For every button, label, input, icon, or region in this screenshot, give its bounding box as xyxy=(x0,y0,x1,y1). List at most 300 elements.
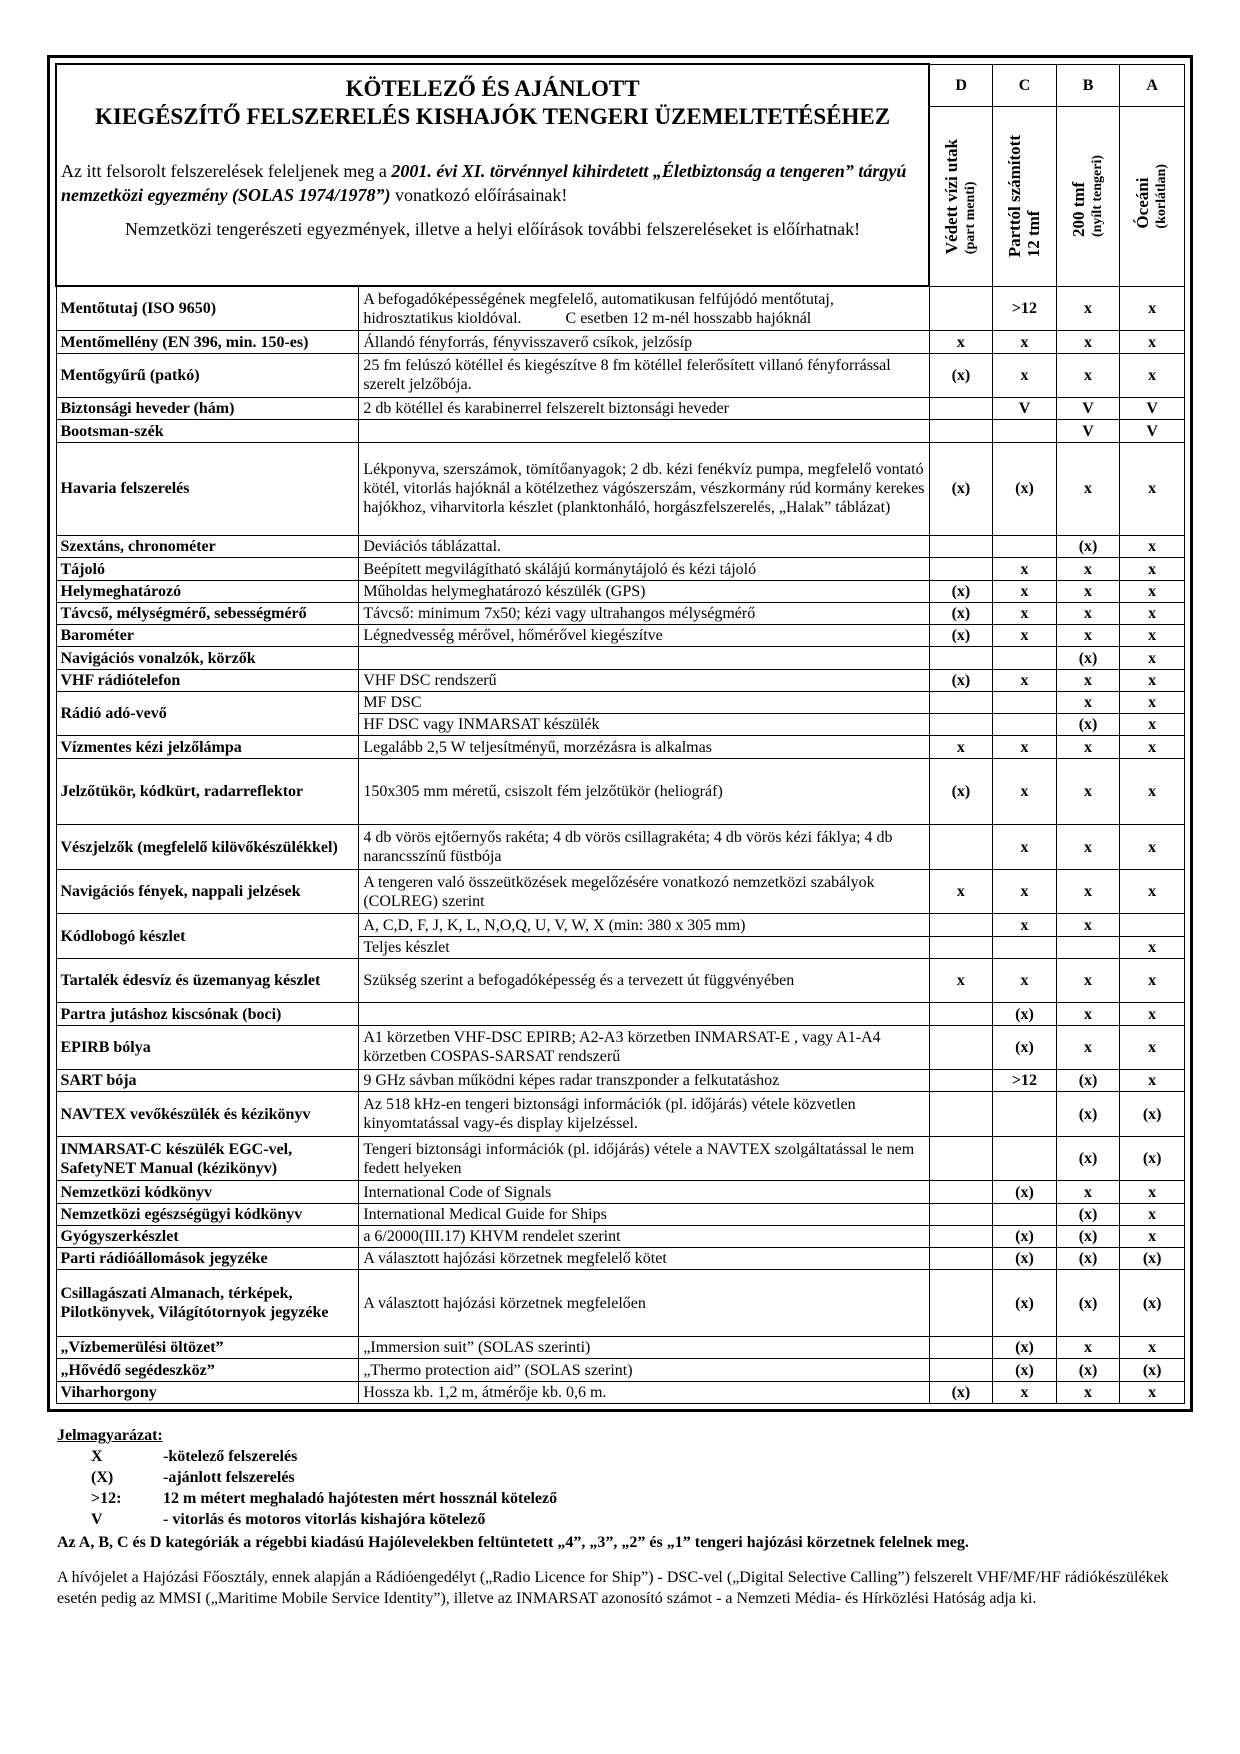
category-code-a: A xyxy=(1120,64,1185,106)
equipment-name: Nemzetközi egészségügyi kódkönyv xyxy=(56,1203,359,1225)
equipment-name: Navigációs vonalzók, körzők xyxy=(56,647,359,669)
equipment-description xyxy=(359,536,929,558)
description-text: Műholdas helymeghatározó készülék (GPS) xyxy=(363,582,646,600)
table-row xyxy=(56,625,1185,647)
requirement-c: (x) xyxy=(993,1025,1057,1070)
equipment-description xyxy=(359,758,929,825)
category-label-d-sub: (part menti) xyxy=(963,181,979,254)
description-note: C esetben 12 m-nél hosszabb hajóknál xyxy=(565,309,812,327)
table-row xyxy=(56,1248,1185,1270)
requirement-a: (x) xyxy=(1120,1270,1185,1337)
table-row xyxy=(56,442,1185,535)
header-block xyxy=(56,64,929,286)
requirement-b: x xyxy=(1056,1025,1120,1070)
requirement-d xyxy=(929,1136,993,1181)
requirement-c: V xyxy=(993,398,1057,420)
category-code-b: B xyxy=(1056,64,1120,106)
requirement-c: x xyxy=(993,869,1057,914)
requirement-b: x xyxy=(1056,1337,1120,1359)
requirement-d xyxy=(929,1359,993,1381)
table-row xyxy=(56,1203,1185,1225)
description-text: A1 körzetben VHF-DSC EPIRB; A2-A3 körzetben INMARSAT-E , vagy A1-A4 körzetben COSPAS-SARSAT rendszerű xyxy=(363,1029,881,1066)
legend-text: - vitorlás és motoros vitorlás kishajóra kötelező xyxy=(163,1511,486,1528)
equipment-name: Vészjelzők (megfelelő kilövőkészülékkel) xyxy=(56,825,359,870)
equipment-name: Parti rádióállomások jegyzéke xyxy=(56,1248,359,1270)
table-row xyxy=(56,669,1185,691)
equipment-name: Jelzőtükör, kódkürt, radarreflektor xyxy=(56,758,359,825)
requirement-a: x xyxy=(1120,1003,1185,1025)
description-text: A befogadóképességének megfelelő, automatikusan felfújódó mentőtutaj, hidrosztatikus kioldóval. xyxy=(363,290,834,327)
equipment-description xyxy=(359,825,929,870)
requirement-c: (x) xyxy=(993,1337,1057,1359)
table-row xyxy=(56,398,1185,420)
legend xyxy=(57,1425,1197,1609)
requirement-d: (x) xyxy=(929,442,993,535)
requirement-b: (x) xyxy=(1056,714,1120,736)
requirement-c: x xyxy=(993,331,1057,353)
requirement-b: (x) xyxy=(1056,1203,1120,1225)
requirement-c: (x) xyxy=(993,1181,1057,1203)
table-row xyxy=(56,602,1185,624)
description-text: 150x305 mm méretű, csiszolt fém jelzőtükör (heliográf) xyxy=(363,783,723,801)
requirement-c: x xyxy=(993,1381,1057,1403)
category-label-c-sub: 12 tmf xyxy=(1024,210,1044,258)
requirement-a: x xyxy=(1120,353,1185,398)
equipment-name: Bootsman-szék xyxy=(56,420,359,442)
requirement-a: x xyxy=(1120,1025,1185,1070)
requirement-a: x xyxy=(1120,869,1185,914)
requirement-d xyxy=(929,286,993,331)
requirement-d: (x) xyxy=(929,353,993,398)
requirement-d: x xyxy=(929,869,993,914)
category-label-d-main: Védett vízi utak xyxy=(942,138,962,254)
legend-text: -ajánlott felszerelés xyxy=(163,1469,295,1486)
requirement-d xyxy=(929,691,993,713)
requirement-d xyxy=(929,1203,993,1225)
category-label-b xyxy=(1056,106,1120,286)
requirement-d xyxy=(929,1181,993,1203)
description-text: „Immersion suit” (SOLAS szerinti) xyxy=(363,1339,591,1357)
requirement-a: x xyxy=(1120,1070,1185,1092)
requirement-d: (x) xyxy=(929,758,993,825)
equipment-name: Nemzetközi kódkönyv xyxy=(56,1181,359,1203)
requirement-a: V xyxy=(1120,420,1185,442)
requirement-d: x xyxy=(929,331,993,353)
equipment-description xyxy=(359,1203,929,1225)
category-label-b-main: 200 tmf xyxy=(1069,182,1089,238)
requirement-a: x xyxy=(1120,602,1185,624)
requirement-a: x xyxy=(1120,1181,1185,1203)
description-text: „Thermo protection aid” (SOLAS szerint) xyxy=(363,1361,633,1379)
requirement-b: x xyxy=(1056,1381,1120,1403)
equipment-description xyxy=(359,286,929,331)
requirement-c xyxy=(993,1203,1057,1225)
equipment-description xyxy=(359,1225,929,1247)
equipment-description xyxy=(359,914,929,936)
equipment-name: Csillagászati Almanach, térképek, Pilotkönyvek, Világítótornyok jegyzéke xyxy=(56,1270,359,1337)
requirement-a: x xyxy=(1120,580,1185,602)
table-row xyxy=(56,914,1185,936)
category-label-a-sub: (korlátlan) xyxy=(1154,164,1170,229)
equipment-description xyxy=(359,669,929,691)
requirement-a: x xyxy=(1120,558,1185,580)
equipment-description xyxy=(359,1248,929,1270)
requirement-b: (x) xyxy=(1056,1070,1120,1092)
category-note: Az A, B, C és D kategóriák a régebbi kiadású Hajólevelekben feltüntetett „4”, „3”, „2” és „1” tengeri hajózási körzetnek felelnek meg. xyxy=(57,1534,969,1551)
requirement-b: x xyxy=(1056,353,1120,398)
equipment-description xyxy=(359,691,929,713)
equipment-description xyxy=(359,1337,929,1359)
table-row xyxy=(56,580,1185,602)
description-text: A választott hajózási körzetnek megfelelően xyxy=(363,1294,646,1312)
requirement-b xyxy=(1056,936,1120,958)
equipment-name: Havaria felszerelés xyxy=(56,442,359,535)
requirement-d xyxy=(929,1070,993,1092)
description-text: Deviációs táblázattal. xyxy=(363,538,502,556)
requirement-b: x xyxy=(1056,286,1120,331)
table-row xyxy=(56,286,1185,331)
requirement-b: (x) xyxy=(1056,647,1120,669)
equipment-description xyxy=(359,1181,929,1203)
legend-text: -kötelező felszerelés xyxy=(163,1448,298,1465)
equipment-description xyxy=(359,1070,929,1092)
description-text: A választott hajózási körzetnek megfelelő kötet xyxy=(363,1250,667,1268)
equipment-name: „Hővédő segédeszköz” xyxy=(56,1359,359,1381)
legend-title: Jelmagyarázat: xyxy=(57,1427,163,1444)
description-text: Tengeri biztonsági információk (pl. időjárás) vétele a NAVTEX szolgáltatással le nem fedett helyeken xyxy=(363,1140,915,1177)
equipment-name: Kódlobogó készlet xyxy=(56,914,359,959)
table-row xyxy=(56,1359,1185,1381)
requirement-c xyxy=(993,1092,1057,1137)
requirement-b: x xyxy=(1056,825,1120,870)
equipment-name: Navigációs fények, nappali jelzések xyxy=(56,869,359,914)
category-label-c-main: Parttól számított xyxy=(1005,135,1025,258)
table-row xyxy=(56,1181,1185,1203)
legend-item xyxy=(57,1509,1197,1530)
requirement-d: (x) xyxy=(929,580,993,602)
requirement-a: (x) xyxy=(1120,1136,1185,1181)
equipment-description xyxy=(359,1092,929,1137)
table-row xyxy=(56,420,1185,442)
requirement-a: x xyxy=(1120,936,1185,958)
equipment-name: Távcső, mélységmérő, sebességmérő xyxy=(56,602,359,624)
requirement-c xyxy=(993,936,1057,958)
requirement-b: x xyxy=(1056,602,1120,624)
title-line-1: KÖTELEZŐ ÉS AJÁNLOTT xyxy=(345,76,640,101)
requirement-c: x xyxy=(993,669,1057,691)
equipment-description xyxy=(359,1359,929,1381)
equipment-name: Mentőgyűrű (patkó) xyxy=(56,353,359,398)
requirement-d xyxy=(929,914,993,936)
table-row xyxy=(56,958,1185,1003)
equipment-table xyxy=(55,63,1185,1404)
footer-note: A hívójelet a Hajózási Főosztály, ennek alapján a Rádióengedélyt („Radio Licence for Ship”) - DSC-vel („Digital Selective Calling”) felszerelt VHF/MF/HF rádiókészülékek esetén pedig az MMSI („Maritime Mobile Service Identity”), illetve az INMARSAT azonosító számot - a Nemzeti Média- és Hírközlési Hatóság adja ki. xyxy=(57,1569,1169,1607)
requirement-a: x xyxy=(1120,536,1185,558)
description-text: Lékponyva, szerszámok, tömítőanyagok; 2 db. kézi fenékvíz pumpa, megfelelő vontató kötél, vitorlás hajóknál a kötélzethez vágószerszám, vészkormány rúd kormány kerekes hajókhoz, viharvitorla készlet (planktonháló, horgászfelszerelés, „Halak” táblázat) xyxy=(363,461,925,517)
requirement-b: x xyxy=(1056,669,1120,691)
equipment-description xyxy=(359,1270,929,1337)
requirement-b: (x) xyxy=(1056,1270,1120,1337)
requirement-d xyxy=(929,825,993,870)
equipment-description xyxy=(359,398,929,420)
description-text: Beépített megvilágítható skálájú kormánytájoló és kézi tájoló xyxy=(363,560,757,578)
requirement-d xyxy=(929,558,993,580)
requirement-b: x xyxy=(1056,580,1120,602)
equipment-name: Gyógyszerkészlet xyxy=(56,1225,359,1247)
requirement-b: (x) xyxy=(1056,1136,1120,1181)
requirement-c xyxy=(993,691,1057,713)
requirement-c: x xyxy=(993,825,1057,870)
requirement-c: x xyxy=(993,958,1057,1003)
requirement-b: x xyxy=(1056,958,1120,1003)
requirement-d xyxy=(929,1270,993,1337)
table-row xyxy=(56,1003,1185,1025)
table-row xyxy=(56,825,1185,870)
requirement-d: (x) xyxy=(929,602,993,624)
equipment-name: Rádió adó-vevő xyxy=(56,691,359,736)
description-text: 4 db vörös ejtőernyős rakéta; 4 db vörös csillagrakéta; 4 db vörös kézi fáklya; 4 db narancsszínű füstbója xyxy=(363,829,893,866)
requirement-a: (x) xyxy=(1120,1248,1185,1270)
header-row-codes xyxy=(56,64,1185,106)
requirement-a: x xyxy=(1120,714,1185,736)
requirement-d xyxy=(929,714,993,736)
requirement-a xyxy=(1120,914,1185,936)
requirement-a: x xyxy=(1120,1225,1185,1247)
equipment-description xyxy=(359,558,929,580)
description-text: a 6/2000(III.17) KHVM rendelet szerint xyxy=(363,1228,621,1246)
requirement-c: (x) xyxy=(993,1270,1057,1337)
requirement-c: x xyxy=(993,580,1057,602)
requirement-b: x xyxy=(1056,869,1120,914)
equipment-description xyxy=(359,420,929,442)
equipment-description xyxy=(359,1025,929,1070)
requirement-d: (x) xyxy=(929,1381,993,1403)
equipment-name: SART bója xyxy=(56,1070,359,1092)
requirement-c: (x) xyxy=(993,442,1057,535)
requirement-d xyxy=(929,647,993,669)
legend-item xyxy=(57,1488,1197,1509)
requirement-c: x xyxy=(993,602,1057,624)
requirement-b: x xyxy=(1056,1003,1120,1025)
table-row xyxy=(56,1025,1185,1070)
intro-suffix: vonatkozó előírásainak! xyxy=(390,185,568,205)
equipment-description xyxy=(359,958,929,1003)
requirement-b: x xyxy=(1056,736,1120,758)
equipment-name: Vízmentes kézi jelzőlámpa xyxy=(56,736,359,758)
requirement-c: (x) xyxy=(993,1359,1057,1381)
table-row xyxy=(56,691,1185,713)
intro-text-2: Nemzetközi tengerészeti egyezmények, illetve a helyi előírások további felszereléseket is előírhatnak! xyxy=(124,219,861,239)
requirement-a: x xyxy=(1120,442,1185,535)
category-code-c: C xyxy=(993,64,1057,106)
requirement-c: x xyxy=(993,558,1057,580)
equipment-name: VHF rádiótelefon xyxy=(56,669,359,691)
requirement-c xyxy=(993,647,1057,669)
requirement-d xyxy=(929,1337,993,1359)
table-row xyxy=(56,736,1185,758)
equipment-name: EPIRB bólya xyxy=(56,1025,359,1070)
category-label-a-main: Óceáni xyxy=(1133,177,1153,229)
requirement-c: x xyxy=(993,353,1057,398)
equipment-name: Szextáns, chronométer xyxy=(56,536,359,558)
requirement-c xyxy=(993,420,1057,442)
equipment-name: NAVTEX vevőkészülék és kézikönyv xyxy=(56,1092,359,1137)
intro-text xyxy=(61,159,924,207)
requirement-a: x xyxy=(1120,647,1185,669)
requirement-a: x xyxy=(1120,825,1185,870)
requirement-c: x xyxy=(993,736,1057,758)
requirement-b: (x) xyxy=(1056,1225,1120,1247)
requirement-a: x xyxy=(1120,691,1185,713)
table-row xyxy=(56,758,1185,825)
equipment-name: Biztonsági heveder (hám) xyxy=(56,398,359,420)
requirement-d xyxy=(929,420,993,442)
table-row xyxy=(56,1337,1185,1359)
requirement-d xyxy=(929,936,993,958)
category-label-b-sub: (nyílt tengeri) xyxy=(1090,155,1106,238)
table-row xyxy=(56,647,1185,669)
requirement-d xyxy=(929,1248,993,1270)
requirement-c xyxy=(993,1136,1057,1181)
requirement-c: >12 xyxy=(993,286,1057,331)
description-text: A tengeren való összeütközések megelőzésére vonatkozó nemzetközi szabályok (COLREG) szerint xyxy=(363,873,875,910)
requirement-d xyxy=(929,1225,993,1247)
equipment-description xyxy=(359,580,929,602)
requirement-b: (x) xyxy=(1056,1092,1120,1137)
legend-key: X xyxy=(91,1448,103,1465)
table-row xyxy=(56,353,1185,398)
equipment-description xyxy=(359,647,929,669)
requirement-a: V xyxy=(1120,398,1185,420)
requirement-c xyxy=(993,714,1057,736)
requirement-d xyxy=(929,398,993,420)
requirement-a: x xyxy=(1120,1337,1185,1359)
requirement-b: x xyxy=(1056,625,1120,647)
requirement-b: (x) xyxy=(1056,1359,1120,1381)
description-text: 2 db kötéllel és karabinerrel felszerelt biztonsági heveder xyxy=(363,400,729,418)
table-row xyxy=(56,1381,1185,1403)
legend-text: 12 m métert meghaladó hajótesten mért hossznál kötelező xyxy=(163,1490,558,1507)
requirement-c: >12 xyxy=(993,1070,1057,1092)
requirement-c: x xyxy=(993,625,1057,647)
legend-key: V xyxy=(91,1511,103,1528)
equipment-description xyxy=(359,869,929,914)
description-text: Hossza kb. 1,2 m, átmérője kb. 0,6 m. xyxy=(363,1383,607,1401)
requirement-d xyxy=(929,536,993,558)
description-text: Légnedvesség mérővel, hőmérővel kiegészítve xyxy=(363,627,663,645)
requirement-b: V xyxy=(1056,398,1120,420)
equipment-name: Barométer xyxy=(56,625,359,647)
description-text: Állandó fényforrás, fényvisszaverő csíkok, jelzősíp xyxy=(363,333,693,351)
equipment-description xyxy=(359,442,929,535)
description-text: A, C,D, F, J, K, L, N,O,Q, U, V, W, X (min: 380 x 305 mm) xyxy=(363,916,746,934)
requirement-a: x xyxy=(1120,758,1185,825)
equipment-description xyxy=(359,736,929,758)
table-row xyxy=(56,558,1185,580)
legend-item xyxy=(57,1446,1197,1467)
category-label-c xyxy=(993,106,1057,286)
legend-key: >12: xyxy=(91,1490,122,1507)
equipment-name: Helymeghatározó xyxy=(56,580,359,602)
equipment-name: „Vízbemerülési öltözet” xyxy=(56,1337,359,1359)
requirement-a: x xyxy=(1120,1203,1185,1225)
requirement-c xyxy=(993,536,1057,558)
category-label-a xyxy=(1120,106,1185,286)
intro-prefix: Az itt felsorolt felszerelések feleljenek meg a xyxy=(61,161,392,181)
table-row xyxy=(56,869,1185,914)
equipment-name: Viharhorgony xyxy=(56,1381,359,1403)
requirement-a: (x) xyxy=(1120,1359,1185,1381)
description-text: Az 518 kHz-en tengeri biztonsági információk (pl. időjárás) vétele közvetlen kinyomtatással vagy-és display kijelzéssel. xyxy=(363,1096,856,1133)
equipment-description xyxy=(359,1381,929,1403)
equipment-name: Partra jutáshoz kiscsónak (boci) xyxy=(56,1003,359,1025)
equipment-name: Tartalék édesvíz és üzemanyag készlet xyxy=(56,958,359,1003)
intro-bold: 2001. évi XI. törvénnyel kihirdetett „Életbiztonság a tengeren” tárgyú nemzetközi egyezmény (SOLAS 1974/1978”) xyxy=(61,161,907,205)
equipment-name: Mentőtutaj (ISO 9650) xyxy=(56,286,359,331)
description-text: Szükség szerint a befogadóképesség és a tervezett út függvényében xyxy=(363,972,795,990)
equipment-description: Teljes készlet xyxy=(359,936,929,958)
equipment-description xyxy=(359,331,929,353)
equipment-table-frame xyxy=(47,55,1193,1412)
requirement-a: x xyxy=(1120,1381,1185,1403)
title-line-2: KIEGÉSZÍTŐ FELSZERELÉS KISHAJÓK TENGERI ÜZEMELTETÉSÉHEZ xyxy=(95,104,891,129)
requirement-b: x xyxy=(1056,1181,1120,1203)
requirement-c: (x) xyxy=(993,1248,1057,1270)
equipment-name: Mentőmellény (EN 396, min. 150-es) xyxy=(56,331,359,353)
equipment-description xyxy=(359,1003,929,1025)
requirement-b: V xyxy=(1056,420,1120,442)
requirement-d xyxy=(929,1003,993,1025)
table-row xyxy=(56,1270,1185,1337)
requirement-c: x xyxy=(993,758,1057,825)
table-row xyxy=(56,1070,1185,1092)
requirement-b: x xyxy=(1056,331,1120,353)
requirement-b: x xyxy=(1056,691,1120,713)
equipment-description xyxy=(359,1136,929,1181)
requirement-b: x xyxy=(1056,442,1120,535)
description-text: 25 fm felúszó kötéllel és kiegészítve 8 fm kötéllel felerősített villanó fényforrással szerelt jelzőbója. xyxy=(363,357,891,394)
requirement-d: x xyxy=(929,736,993,758)
description-text: VHF DSC rendszerű xyxy=(363,671,497,689)
requirement-a: x xyxy=(1120,331,1185,353)
requirement-a: x xyxy=(1120,286,1185,331)
requirement-d xyxy=(929,1092,993,1137)
equipment-description xyxy=(359,602,929,624)
requirement-d: (x) xyxy=(929,669,993,691)
requirement-a: x xyxy=(1120,669,1185,691)
table-row xyxy=(56,536,1185,558)
description-text: Legalább 2,5 W teljesítményű, morzézásra is alkalmas xyxy=(363,738,712,756)
equipment-name: Tájoló xyxy=(56,558,359,580)
requirement-a: x xyxy=(1120,736,1185,758)
requirement-d xyxy=(929,1025,993,1070)
equipment-description: HF DSC vagy INMARSAT készülék xyxy=(359,714,929,736)
description-text: Távcső: minimum 7x50; kézi vagy ultrahangos mélységmérő xyxy=(363,605,756,623)
description-text: MF DSC xyxy=(363,694,422,712)
requirement-b: x xyxy=(1056,914,1120,936)
description-text: International Code of Signals xyxy=(363,1183,552,1201)
table-row xyxy=(56,1225,1185,1247)
description-text: 9 GHz sávban működni képes radar transzponder a felkutatáshoz xyxy=(363,1072,780,1090)
equipment-description xyxy=(359,625,929,647)
equipment-description xyxy=(359,353,929,398)
table-row xyxy=(56,331,1185,353)
requirement-b: (x) xyxy=(1056,1248,1120,1270)
requirement-c: (x) xyxy=(993,1225,1057,1247)
requirement-a: x xyxy=(1120,625,1185,647)
equipment-name: INMARSAT-C készülék EGC-vel, SafetyNET Manual (kézikönyv) xyxy=(56,1136,359,1181)
requirement-b: (x) xyxy=(1056,536,1120,558)
